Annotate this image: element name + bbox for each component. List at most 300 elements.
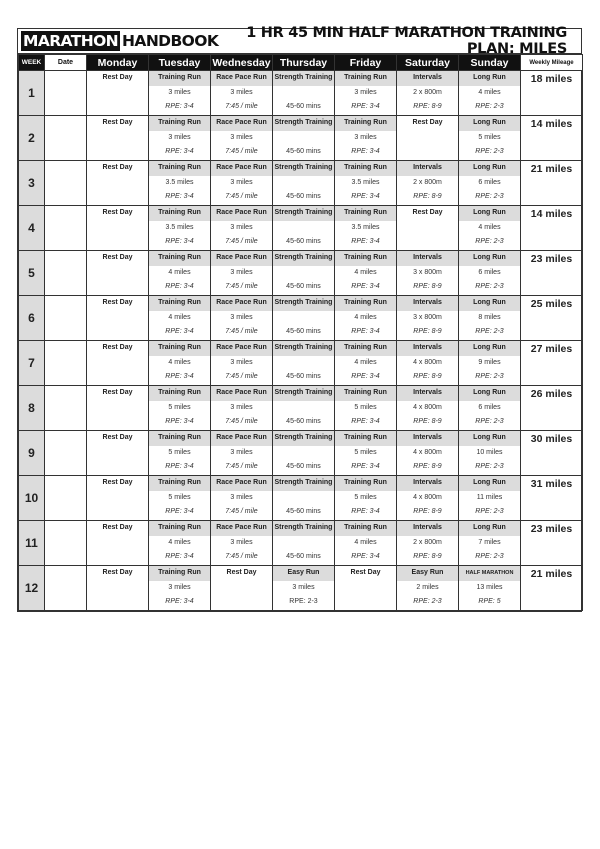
day-cell-thursday — [273, 476, 335, 521]
workout-note: 7:45 / mile — [225, 148, 258, 155]
week-number: 11 — [19, 521, 45, 566]
workout-title: Strength Training — [273, 206, 334, 221]
workout-title: Rest Day — [102, 524, 133, 531]
workout-detail — [211, 581, 272, 595]
workout-note: RPE: 2-3 — [475, 148, 504, 155]
workout-title: Rest Day — [102, 119, 133, 126]
date-cell[interactable] — [45, 521, 87, 566]
workout-title: Long Run — [459, 476, 520, 491]
day-cell-wednesday — [211, 71, 273, 116]
day-cell-friday — [335, 341, 397, 386]
workout-note: 45-60 mins — [286, 553, 321, 560]
workout-title: Long Run — [459, 431, 520, 446]
workout-detail: 4 miles — [354, 359, 377, 366]
workout-detail: 5 miles — [478, 134, 501, 141]
workout-title: Long Run — [459, 521, 520, 536]
workout-detail: 3 miles — [230, 494, 253, 501]
workout-detail — [273, 446, 334, 460]
workout-title: Strength Training — [273, 341, 334, 356]
weekly-mileage: 23 miles — [521, 251, 583, 296]
day-cell-monday — [87, 476, 149, 521]
workout-detail: 4 miles — [354, 314, 377, 321]
date-cell[interactable] — [45, 431, 87, 476]
workout-title: Long Run — [459, 386, 520, 401]
workout-title: Intervals — [397, 341, 458, 356]
day-cell-saturday — [397, 341, 459, 386]
week-row — [19, 251, 583, 296]
plan-title: 1 HR 45 MIN HALF MARATHON TRAINING PLAN: MILES — [246, 25, 567, 57]
workout-title: Easy Run — [273, 566, 334, 581]
workout-title: Training Run — [335, 251, 396, 266]
week-number: 7 — [19, 341, 45, 386]
date-cell[interactable] — [45, 116, 87, 161]
day-cell-sunday — [459, 521, 521, 566]
workout-note: 7:45 / mile — [225, 103, 258, 110]
day-cell-friday — [335, 116, 397, 161]
day-cell-saturday — [397, 251, 459, 296]
weekly-mileage: 21 miles — [521, 161, 583, 206]
workout-title: Easy Run — [397, 566, 458, 581]
workout-title: Strength Training — [273, 521, 334, 536]
workout-note: RPE: 3-4 — [165, 193, 194, 200]
workout-title: Long Run — [459, 206, 520, 221]
workout-note: 7:45 / mile — [225, 283, 258, 290]
day-cell-friday — [335, 251, 397, 296]
workout-detail: 8 miles — [478, 314, 501, 321]
workout-note: RPE: 3-4 — [351, 103, 380, 110]
workout-detail — [87, 266, 148, 280]
workout-title: Training Run — [149, 386, 210, 401]
day-cell-monday — [87, 116, 149, 161]
day-cell-sunday — [459, 431, 521, 476]
workout-note: RPE: 3-4 — [351, 463, 380, 470]
header-saturday: Saturday — [397, 55, 459, 71]
day-cell-thursday — [273, 431, 335, 476]
workout-note — [397, 145, 458, 160]
workout-title: Rest Day — [102, 74, 133, 81]
workout-detail — [273, 401, 334, 415]
workout-detail: 5 miles — [168, 449, 191, 456]
date-cell[interactable] — [45, 386, 87, 431]
workout-title: Race Pace Run — [211, 521, 272, 536]
workout-detail: 4 miles — [168, 269, 191, 276]
workout-title: Race Pace Run — [211, 161, 272, 176]
workout-title: Intervals — [397, 71, 458, 86]
workout-note: 7:45 / mile — [225, 193, 258, 200]
workout-title: Rest Day — [102, 209, 133, 216]
workout-title: Training Run — [335, 341, 396, 356]
workout-detail: 2 miles — [416, 584, 439, 591]
workout-detail: 4 miles — [478, 89, 501, 96]
workout-title: Intervals — [397, 521, 458, 536]
workout-detail: 3 miles — [292, 584, 315, 591]
workout-detail: 4 x 800m — [413, 359, 442, 366]
day-cell-sunday — [459, 161, 521, 206]
day-cell-friday — [335, 521, 397, 566]
workout-title: Race Pace Run — [211, 341, 272, 356]
workout-detail — [87, 446, 148, 460]
workout-note: 7:45 / mile — [225, 463, 258, 470]
workout-note: RPE: 2-3 — [475, 373, 504, 380]
day-cell-tuesday — [149, 71, 211, 116]
workout-note: 45-60 mins — [286, 238, 321, 245]
workout-detail: 3 miles — [230, 179, 253, 186]
workout-note: 7:45 / mile — [225, 553, 258, 560]
day-cell-sunday — [459, 566, 521, 611]
workout-note: RPE: 8-9 — [413, 553, 442, 560]
workout-detail: 4 x 800m — [413, 404, 442, 411]
workout-detail: 4 miles — [168, 314, 191, 321]
workout-title: Training Run — [149, 521, 210, 536]
week-number: 3 — [19, 161, 45, 206]
workout-note — [87, 100, 148, 115]
workout-title: Training Run — [335, 71, 396, 86]
workout-note — [87, 190, 148, 205]
workout-note — [87, 595, 148, 610]
workout-title: Training Run — [149, 71, 210, 86]
workout-detail: 3 miles — [230, 539, 253, 546]
workout-detail — [397, 131, 458, 145]
workout-note: RPE: 3-4 — [351, 418, 380, 425]
header-tuesday: Tuesday — [149, 55, 211, 71]
day-cell-thursday — [273, 566, 335, 611]
workout-detail: 3 miles — [230, 404, 253, 411]
workout-title: Training Run — [335, 296, 396, 311]
week-row — [19, 341, 583, 386]
week-rows — [19, 71, 583, 611]
workout-title: Strength Training — [273, 296, 334, 311]
workout-detail: 3 miles — [230, 359, 253, 366]
weekly-mileage: 21 miles — [521, 566, 583, 611]
day-cell-monday — [87, 71, 149, 116]
workout-note: RPE: 2-3 — [413, 598, 442, 605]
workout-note: RPE: 3-4 — [351, 148, 380, 155]
workout-detail: 4 x 800m — [413, 494, 442, 501]
workout-title: Intervals — [397, 161, 458, 176]
workout-note: 45-60 mins — [286, 328, 321, 335]
workout-title: Race Pace Run — [211, 296, 272, 311]
day-cell-monday — [87, 386, 149, 431]
header-week: WEEK — [19, 55, 45, 71]
workout-detail — [273, 221, 334, 235]
workout-note: 45-60 mins — [286, 373, 321, 380]
day-cell-monday — [87, 521, 149, 566]
workout-detail — [397, 221, 458, 235]
day-cell-friday — [335, 476, 397, 521]
workout-title: Intervals — [397, 386, 458, 401]
week-number: 10 — [19, 476, 45, 521]
workout-detail: 10 miles — [476, 449, 503, 456]
workout-detail: 3 miles — [230, 449, 253, 456]
workout-title: Strength Training — [273, 116, 334, 131]
workout-title: Race Pace Run — [211, 476, 272, 491]
workout-title: Intervals — [397, 296, 458, 311]
workout-note: 7:45 / mile — [225, 418, 258, 425]
day-cell-saturday — [397, 161, 459, 206]
day-cell-tuesday — [149, 476, 211, 521]
workout-title: Training Run — [149, 566, 210, 581]
workout-note: RPE: 3-4 — [165, 508, 194, 515]
workout-note: RPE: 3-4 — [351, 283, 380, 290]
workout-detail — [87, 491, 148, 505]
workout-note — [87, 145, 148, 160]
week-number: 12 — [19, 566, 45, 611]
workout-detail — [87, 536, 148, 550]
day-cell-friday — [335, 71, 397, 116]
workout-detail: 5 miles — [168, 494, 191, 501]
workout-note: 7:45 / mile — [225, 373, 258, 380]
workout-detail — [273, 176, 334, 190]
workout-detail — [87, 581, 148, 595]
weekly-mileage: 18 miles — [521, 71, 583, 116]
workout-note: 45-60 mins — [286, 283, 321, 290]
workout-note — [87, 235, 148, 250]
workout-title: Training Run — [149, 431, 210, 446]
day-cell-tuesday — [149, 251, 211, 296]
workout-title: Rest Day — [102, 344, 133, 351]
workout-note: RPE: 3-4 — [165, 373, 194, 380]
workout-title: Race Pace Run — [211, 386, 272, 401]
workout-title: Rest Day — [226, 569, 257, 576]
workout-title: Strength Training — [273, 161, 334, 176]
workout-title: Strength Training — [273, 431, 334, 446]
workout-note — [87, 505, 148, 520]
workout-note: RPE: 2-3 — [475, 463, 504, 470]
workout-detail: 6 miles — [478, 404, 501, 411]
date-cell[interactable] — [45, 251, 87, 296]
workout-detail — [87, 86, 148, 100]
weekly-mileage: 14 miles — [521, 206, 583, 251]
workout-note: 7:45 / mile — [225, 328, 258, 335]
week-row — [19, 386, 583, 431]
week-number: 8 — [19, 386, 45, 431]
day-cell-tuesday — [149, 296, 211, 341]
week-row — [19, 161, 583, 206]
workout-detail: 4 miles — [354, 269, 377, 276]
workout-detail: 3.5 miles — [165, 179, 194, 186]
workout-note — [87, 460, 148, 475]
workout-detail: 5 miles — [354, 494, 377, 501]
workout-detail: 2 x 800m — [413, 179, 442, 186]
workout-note: RPE: 8-9 — [413, 328, 442, 335]
day-cell-wednesday — [211, 251, 273, 296]
workout-title: Race Pace Run — [211, 251, 272, 266]
workout-detail — [273, 491, 334, 505]
workout-detail: 3 miles — [354, 89, 377, 96]
workout-note: 7:45 / mile — [225, 238, 258, 245]
day-cell-saturday — [397, 296, 459, 341]
workout-note: RPE: 3-4 — [351, 238, 380, 245]
workout-note: 45-60 mins — [286, 148, 321, 155]
workout-note: RPE: 8-9 — [413, 193, 442, 200]
weekly-mileage: 23 miles — [521, 521, 583, 566]
day-cell-saturday — [397, 71, 459, 116]
workout-detail: 3 miles — [168, 89, 191, 96]
day-cell-saturday — [397, 521, 459, 566]
day-cell-sunday — [459, 116, 521, 161]
workout-note: RPE: 8-9 — [413, 373, 442, 380]
week-row — [19, 521, 583, 566]
day-cell-wednesday — [211, 296, 273, 341]
day-cell-friday — [335, 206, 397, 251]
header-thursday: Thursday — [273, 55, 335, 71]
day-cell-tuesday — [149, 431, 211, 476]
workout-note: 45-60 mins — [286, 463, 321, 470]
day-cell-wednesday — [211, 521, 273, 566]
workout-detail — [87, 356, 148, 370]
workout-title: Rest Day — [412, 119, 443, 126]
day-cell-sunday — [459, 296, 521, 341]
week-number: 6 — [19, 296, 45, 341]
day-cell-monday — [87, 431, 149, 476]
day-cell-sunday — [459, 341, 521, 386]
workout-detail — [87, 221, 148, 235]
day-cell-saturday — [397, 206, 459, 251]
workout-note — [87, 415, 148, 430]
day-cell-thursday — [273, 341, 335, 386]
day-cell-friday — [335, 296, 397, 341]
day-cell-thursday — [273, 206, 335, 251]
date-cell[interactable] — [45, 566, 87, 611]
workout-note: 45-60 mins — [286, 193, 321, 200]
day-cell-thursday — [273, 116, 335, 161]
workout-detail: 3 miles — [230, 89, 253, 96]
brand-logo — [21, 31, 218, 51]
date-cell[interactable] — [45, 161, 87, 206]
date-cell[interactable] — [45, 206, 87, 251]
workout-title: Strength Training — [273, 71, 334, 86]
workout-note: RPE: 2-3 — [475, 418, 504, 425]
workout-detail — [87, 131, 148, 145]
workout-detail: 3 miles — [168, 134, 191, 141]
workout-detail: 3 miles — [230, 269, 253, 276]
workout-detail: 5 miles — [354, 449, 377, 456]
day-cell-friday — [335, 161, 397, 206]
day-cell-tuesday — [149, 341, 211, 386]
workout-note: RPE: 2-3 — [475, 508, 504, 515]
workout-note: RPE: 3-4 — [351, 373, 380, 380]
day-cell-tuesday — [149, 566, 211, 611]
header-weekly-mileage: Weekly Mileage — [521, 55, 583, 71]
week-number: 4 — [19, 206, 45, 251]
workout-detail: 4 miles — [478, 224, 501, 231]
workout-detail: 5 miles — [168, 404, 191, 411]
workout-detail — [273, 536, 334, 550]
day-cell-monday — [87, 251, 149, 296]
workout-detail — [273, 131, 334, 145]
workout-title: Training Run — [149, 296, 210, 311]
week-row — [19, 206, 583, 251]
workout-note: 45-60 mins — [286, 508, 321, 515]
workout-title: Rest Day — [350, 569, 381, 576]
week-row — [19, 296, 583, 341]
day-cell-sunday — [459, 71, 521, 116]
day-cell-tuesday — [149, 521, 211, 566]
workout-title: Strength Training — [273, 476, 334, 491]
day-cell-wednesday — [211, 161, 273, 206]
date-cell[interactable] — [45, 296, 87, 341]
day-cell-wednesday — [211, 206, 273, 251]
day-cell-wednesday — [211, 566, 273, 611]
header-date: Date — [45, 55, 87, 71]
workout-detail: 9 miles — [478, 359, 501, 366]
workout-title: Race Pace Run — [211, 116, 272, 131]
day-cell-thursday — [273, 296, 335, 341]
date-cell[interactable] — [45, 341, 87, 386]
day-cell-monday — [87, 341, 149, 386]
workout-note: RPE: 3-4 — [165, 328, 194, 335]
day-cell-monday — [87, 296, 149, 341]
workout-title: Training Run — [335, 386, 396, 401]
workout-detail: 3.5 miles — [351, 179, 380, 186]
workout-title: Training Run — [149, 476, 210, 491]
date-cell[interactable] — [45, 71, 87, 116]
workout-detail: 2 x 800m — [413, 89, 442, 96]
workout-title: Intervals — [397, 431, 458, 446]
workout-detail: 4 miles — [168, 359, 191, 366]
workout-detail: 3 x 800m — [413, 314, 442, 321]
workout-detail — [87, 176, 148, 190]
workout-title: HALF MARATHON — [459, 566, 520, 581]
day-cell-wednesday — [211, 386, 273, 431]
workout-note — [87, 550, 148, 565]
workout-note — [87, 280, 148, 295]
workout-title: Long Run — [459, 251, 520, 266]
workout-note: RPE: 8-9 — [413, 418, 442, 425]
title-row — [18, 25, 581, 57]
day-cell-friday — [335, 386, 397, 431]
day-cell-saturday — [397, 116, 459, 161]
workout-note — [211, 595, 272, 610]
header-sunday: Sunday — [459, 55, 521, 71]
workout-detail: 5 miles — [354, 404, 377, 411]
workout-title: Training Run — [149, 341, 210, 356]
workout-title: Race Pace Run — [211, 206, 272, 221]
day-cell-tuesday — [149, 161, 211, 206]
workout-detail: 3 x 800m — [413, 269, 442, 276]
day-cell-saturday — [397, 386, 459, 431]
workout-note: RPE: 2-3 — [475, 103, 504, 110]
workout-detail — [273, 311, 334, 325]
workout-note: 7:45 / mile — [225, 508, 258, 515]
week-row — [19, 566, 583, 611]
workout-detail: 3 miles — [230, 314, 253, 321]
workout-detail — [87, 311, 148, 325]
workout-note: RPE: 3-4 — [165, 553, 194, 560]
day-cell-tuesday — [149, 386, 211, 431]
day-cell-friday — [335, 566, 397, 611]
logo-marathon: MARATHON — [23, 32, 119, 50]
workout-note: RPE: 2-3 — [475, 553, 504, 560]
day-cell-monday — [87, 206, 149, 251]
workout-title: Race Pace Run — [211, 71, 272, 86]
workout-title: Training Run — [149, 206, 210, 221]
workout-title: Rest Day — [102, 164, 133, 171]
workout-detail: 2 x 800m — [413, 539, 442, 546]
day-cell-monday — [87, 566, 149, 611]
workout-detail — [273, 356, 334, 370]
workout-title: Rest Day — [102, 254, 133, 261]
workout-note: RPE: 8-9 — [413, 463, 442, 470]
week-number: 5 — [19, 251, 45, 296]
workout-note: RPE: 3-4 — [351, 508, 380, 515]
day-cell-thursday — [273, 71, 335, 116]
date-cell[interactable] — [45, 476, 87, 521]
training-plan-sheet — [17, 25, 582, 612]
day-cell-friday — [335, 431, 397, 476]
workout-title: Rest Day — [102, 479, 133, 486]
day-cell-saturday — [397, 566, 459, 611]
